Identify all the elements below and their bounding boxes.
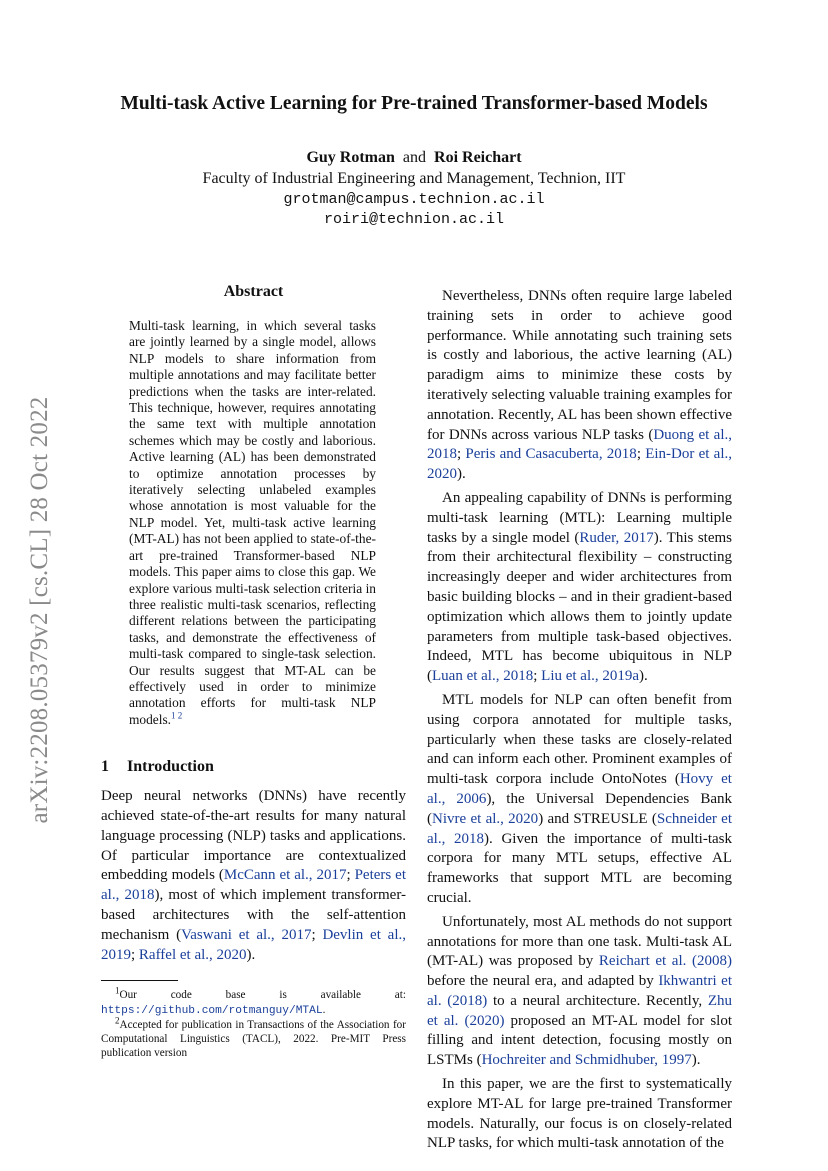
footnote-1: $^1$Our code base is available at: https://github.com/rotmanguy/MTAL. [101,985,406,1017]
citation-link[interactable]: Schneider et al., 2018 [427,810,732,847]
citation-link[interactable]: Ruder, 2017 [579,529,654,546]
intro-paragraph: Deep neural networks (DNNs) have recently achieved state-of-the-art results for many natural language processing (NLP) tasks and applications. Of particular importance are contextualized embedding models (McCann et al., 2017; Peters et al., 2018), most of which implement transformer-based architectures with the self-attention mechanism (Vaswani et al., 2017; Devlin et al., 2019; Raffel et al., 2020). [101,788,407,963]
abstract-body: Multi-task learning, in which several tasks are jointly learned by a single model, allows NLP models to share information from multiple annotations and may facilitate better predictions when the tasks are inter-related. This technique, however, requires annotating the same text with multiple annotation schemes which may be costly and laborious. Active learning (AL) has been demonstrated to optimize annotation processes by iteratively selecting unlabeled examples whose annotation is most valuable for the NLP model. Yet, multi-task active learning (MT-AL) has not been applied to state-of-the-art pre-trained Transformer-based NLP models. This paper aims to close this gap. We explore various multi-task selection criteria in three realistic multi-task scenarios, reflecting different relations between the participating tasks, and demonstrate the effectiveness of multi-task compared to single-task selection. Our results suggest that MT-AL can be effectively used in order to minimize annotation efforts for multi-task NLP models. [129,318,376,727]
footnote-divider [101,980,178,981]
citation-link[interactable]: Duong et al., 2018 [427,426,733,463]
arxiv-identifier: arXiv:2208.05379v2 [cs.CL] 28 Oct 2022 [26,396,53,824]
right-column [427,287,732,1154]
citation-link[interactable]: Devlin et al., 2019 [101,926,406,963]
author-email: grotman@campus.technion.ac.il [283,191,545,208]
footnote-marks: 1 2 [171,710,183,721]
citation-link[interactable]: Nivre et al., 2020 [432,810,539,827]
author-conjunction: and [402,149,427,166]
authors [0,149,828,167]
footnote-2: $^2$Accepted for publication in Transactions of the Association for Computational Linguistics (TACL), 2022. Pre-MIT Press publication version [101,1015,406,1060]
citation-link[interactable]: Hovy et al., 2006 [427,771,732,807]
section-number: 1 [101,758,109,776]
paper-title: Multi-task Active Learning for Pre-trained Transformer-based Models [120,93,708,114]
citation-link[interactable]: Peris and Casacuberta, 2018 [465,446,637,463]
arxiv-stamp [20,365,60,855]
citation-link[interactable]: Raffel et al., 2020 [138,946,247,963]
section-heading-introduction [101,758,406,776]
abstract-heading: Abstract [223,283,284,300]
body-paragraph: Unfortunately, most AL methods do not support annotations for more than one task. Multi-task AL (MT-AL) was proposed by Reichart et al. (2008) before the neural era, and adapted by Ikhwantri et al. (2018) to a neural architecture. Recently, Zhu et al. (2020) proposed an MT-AL model for slot filling and intent detection, focusing mostly on LSTMs (Hochreiter and Schmidhuber, 1997). [427,913,733,1069]
code-url-link[interactable]: https://github.com/rotmanguy/MTAL [101,1004,323,1017]
body-paragraph: Nevertheless, DNNs often require large labeled training sets in order to achieve good performance. While annotating such training sets is costly and laborious, the active learning (AL) paradigm aims to minimize these costs by iteratively selecting valuable training examples for annotation. Recently, AL has been shown effective for DNNs across various NLP tasks (Duong et al., 2018; Peris and Casacuberta, 2018; Ein-Dor et al., 2020). [427,288,733,483]
citation-link[interactable]: McCann et al., 2017 [223,867,347,884]
citation-link[interactable]: Ikhwantri et al. (2018) [427,973,733,1009]
citation-link[interactable]: Vaswani et al., 2017 [181,926,312,943]
citation-link[interactable]: Reichart et al. (2008) [598,953,732,970]
citation-link[interactable]: Ein-Dor et al., 2020 [427,446,732,483]
affiliation: Faculty of Industrial Engineering and Management, Technion, IIT [202,170,626,187]
citation-link[interactable]: Liu et al., 2019a [541,668,640,685]
abstract-text [129,318,376,728]
author-name: Roi Reichart [434,149,522,166]
body-paragraph: In this paper, we are the first to systematically explore MT-AL for large pre-trained Transformer models. Naturally, our focus is on closely-related NLP tasks, for which multi-task annotation of the [427,1076,732,1152]
author-name: Guy Rotman [306,149,395,166]
left-column [101,283,406,1060]
citation-link[interactable]: Hochreiter and Schmidhuber, 1997 [481,1052,692,1069]
author-email: roiri@technion.ac.il [323,211,505,228]
body-paragraph: An appealing capability of DNNs is performing multi-task learning (MTL): Learning multiple tasks by a single model (Ruder, 2017). This stems from their architectural flexibility – constructing increasingly deeper and wider architectures from basic building blocks – and in their gradient-based optimization which allows them to jointly update parameters from multiple task-based objectives. Indeed, MTL has become ubiquitous in NLP (Luan et al., 2018; Liu et al., 2019a). [427,489,733,685]
body-paragraph: MTL models for NLP can often benefit from using corpora annotated for multiple tasks, particularly when these tasks are closely-related and can inform each other. Prominent examples of multi-task corpora include OntoNotes (Hovy et al., 2006), the Universal Dependencies Bank (Nivre et al., 2020) and STREUSLE (Schneider et al., 2018). Given the importance of multi-task corpora for many MTL setups, effective AL frameworks that support MTL are becoming crucial. [427,691,732,906]
citation-link[interactable]: Peters et al., 2018 [101,867,407,904]
citation-link[interactable]: Luan et al., 2018 [432,668,534,685]
citation-link[interactable]: Zhu et al. (2020) [427,992,732,1029]
section-title: Introduction [127,758,214,776]
